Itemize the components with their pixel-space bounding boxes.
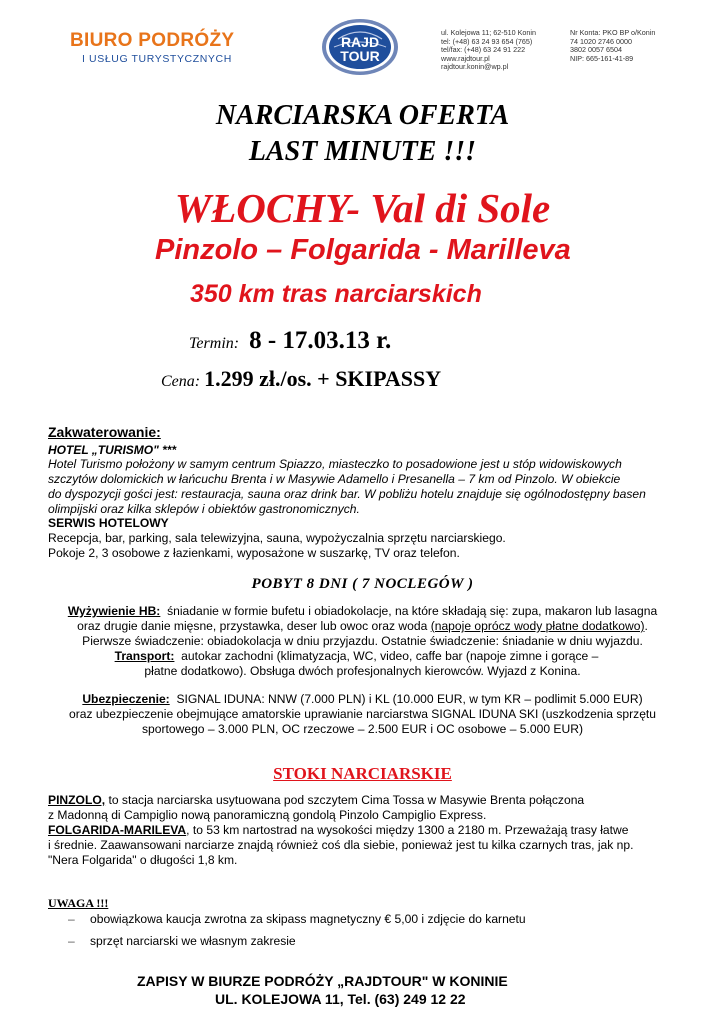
- note-item: [68, 912, 526, 926]
- price-label: Cena:: [161, 373, 201, 390]
- date-line: [189, 327, 391, 355]
- contact-line: 74 1020 2746 0000: [570, 36, 632, 46]
- hotel-description-line: Hotel Turismo położony w samym centrum Spiazzo, miasteczko to posadowione jest u stóp widowiskowych: [48, 457, 622, 471]
- dash-bullet-icon: –: [68, 912, 75, 926]
- slopes-text: to stacja narciarska usytuowana pod szczytem Cima Tossa w Masywie Brenta połączona: [105, 793, 585, 807]
- transport-label: Transport:: [114, 649, 175, 663]
- logo-text-bottom: TOUR: [340, 48, 380, 64]
- insurance-text: SIGNAL IDUNA: NNW (7.000 PLN) i KL (10.000 EUR, w tym KR – podlimit 5.000 EUR): [176, 692, 643, 706]
- transport-line: płatne dodatkowo). Obsługa dwóch profesjonalnych kierowców. Wyjazd z Konina.: [144, 664, 581, 678]
- slopes-heading: STOKI NARCIARSKIE: [273, 764, 452, 783]
- insurance-label: Ubezpieczenie:: [82, 692, 170, 706]
- contact-line: rajdtour.konin@wp.pl: [441, 62, 509, 72]
- note-text: sprzęt narciarski we własnym zakresie: [90, 934, 296, 948]
- slopes-section: [48, 793, 634, 868]
- offer-subtitle: LAST MINUTE !!!: [248, 136, 477, 167]
- logo-text-top: RAJD: [340, 34, 380, 50]
- stay-duration: POBYT 8 DNI ( 7 NOCLEGÓW ): [251, 576, 474, 592]
- board-drinks-note: (napoje oprócz wody płatne dodatkowo): [430, 619, 645, 633]
- hotel-description-line: olimpijski oraz kilka sklepów i obiektów gastronomicznych.: [48, 502, 360, 516]
- slopes-text: , to 53 km nartostrad na wysokości między 1300 a 2180 m. Przeważają trasy łatwe: [186, 823, 629, 837]
- folgarida-label: FOLGARIDA-MARILEVA: [48, 823, 187, 837]
- slopes-line: [48, 823, 634, 838]
- transport-line: [0, 649, 725, 664]
- slopes-length-line: 350 km tras narciarskich: [190, 280, 482, 308]
- hotel-description-line: do dyspozycji gości jest: restauracja, sauna oraz drink bar. W pobliżu hotelu znajduje się ogólnodostępny basen: [48, 487, 646, 501]
- hotel-service-line: Pokoje 2, 3 osobowe z łazienkami, wyposażone w suszarkę, TV oraz telefon.: [48, 546, 460, 560]
- board-line: [0, 604, 725, 619]
- note-text: obowiązkowa kaucja zwrotna za skipass magnetyczny € 5,00 i zdjęcie do karnetu: [90, 912, 526, 926]
- insurance-section: [0, 692, 725, 737]
- slopes-line: z Madonną di Campiglio nową panoramiczną gondolą Pinzolo Campiglio Express.: [48, 808, 487, 822]
- insurance-line: sportowego – 3.000 PLN, OC rzeczowe – 2.500 EUR i OC osobowe – 5.000 EUR): [142, 722, 583, 736]
- slopes-line: i średnie. Zaawansowani narciarze znajdą również coś dla siebie, ponieważ jest tu kilka czarnych tras, jak np.: [48, 838, 634, 852]
- hotel-service: [48, 516, 506, 561]
- offer-title: NARCIARSKA OFERTA: [215, 100, 510, 131]
- date-value: 8 - 17.03.13 r.: [249, 327, 392, 354]
- insurance-line: [0, 692, 725, 707]
- insurance-line: oraz ubezpieczenie obejmujące amatorskie uprawianie narciarstwa SIGNAL IDUNA SKI (uszkodzenia sprzętu: [68, 707, 657, 721]
- hotel-description-line: szczytów dolomickich w łańcuchu Brenta i w Masywie Adamello i Presanella – 7 km od Pinzolo. W obiekcie: [48, 472, 621, 486]
- hotel-name: HOTEL „TURISMO" ***: [48, 443, 177, 457]
- board-label: Wyżywienie HB:: [67, 604, 161, 618]
- pinzolo-label: PINZOLO,: [48, 793, 106, 807]
- transport-text: autokar zachodni (klimatyzacja, WC, video, caffe bar (napoje zimne i gorące –: [181, 649, 599, 663]
- contact-line: 3802 0057 6504: [570, 45, 622, 55]
- hotel-service-heading: SERWIS HOTELOWY: [48, 516, 169, 530]
- notes-heading: UWAGA !!!: [48, 896, 109, 910]
- resorts-line: Pinzolo – Folgarida - Marilleva: [155, 234, 571, 266]
- contact-bank-block: [570, 29, 655, 63]
- brand-subtitle: I USŁUG TURYSTYCZNYCH: [82, 53, 232, 65]
- board-text: .: [644, 619, 648, 633]
- contact-line: tel/fax: (+48) 63 24 91 222: [441, 45, 526, 55]
- destination-title: WŁOCHY- Val di Sole: [174, 185, 551, 231]
- slopes-line: "Nera Folgarida" o długości 1,8 km.: [48, 853, 238, 867]
- slopes-line: [48, 793, 634, 808]
- rajdtour-logo: [320, 17, 400, 77]
- contact-line: ul. Kolejowa 11; 62-510 Konin: [441, 28, 536, 37]
- note-item: [68, 934, 296, 948]
- board-line: [0, 619, 725, 634]
- footer-signup: ZAPISY W BIURZE PODRÓŻY „RAJDTOUR" W KONINIE: [137, 973, 508, 989]
- board-section: [0, 604, 725, 679]
- date-label: Termin:: [189, 335, 240, 352]
- dash-bullet-icon: –: [68, 934, 75, 948]
- price-line: [161, 366, 441, 392]
- price-value: 1.299 zł./os. + SKIPASSY: [204, 366, 442, 391]
- board-line: Pierwsze świadczenie: obiadokolacja w dniu przyjazdu. Ostatnie świadczenie: śniadanie w dniu wyjazdu.: [82, 634, 643, 648]
- contact-line: Nr Konta: PKO BP o/Konin: [570, 28, 656, 37]
- brand-name: BIURO PODRÓŻY: [70, 30, 235, 51]
- accommodation-heading: Zakwaterowanie:: [48, 424, 161, 440]
- contact-line: www.rajdtour.pl: [441, 53, 490, 63]
- contact-line: tel: (+48) 63 24 93 654 (765): [441, 36, 533, 46]
- footer-address: UL. KOLEJOWA 11, Tel. (63) 249 12 22: [215, 991, 466, 1007]
- board-text: oraz drugie danie mięsne, przystawka, deser lub owoc oraz woda: [77, 619, 431, 633]
- contact-line: NIP: 665-161-41-89: [570, 53, 634, 63]
- board-text: śniadanie w formie bufetu i obiadokolacje, na które składają się: zupa, makaron lub lasagna: [167, 604, 658, 618]
- hotel-service-line: Recepcja, bar, parking, sala telewizyjna, sauna, wypożyczalnia sprzętu narciarskiego.: [48, 531, 506, 545]
- contact-address-block: [441, 29, 536, 72]
- hotel-description: [48, 457, 646, 517]
